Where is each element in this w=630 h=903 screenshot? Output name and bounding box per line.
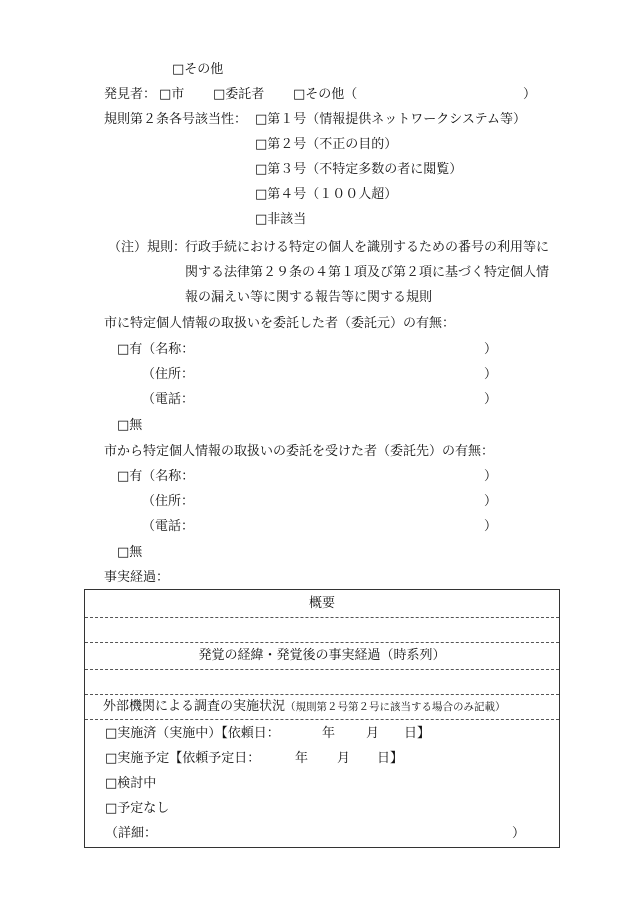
consignee-address-close: ） bbox=[484, 494, 498, 509]
consigner-no-checkbox[interactable]: □無 bbox=[117, 418, 143, 433]
planned-month-label: 月 bbox=[337, 751, 351, 766]
timeline-field[interactable] bbox=[85, 670, 559, 694]
consignee-phone-close: ） bbox=[484, 519, 498, 534]
consigner-phone-close: ） bbox=[484, 392, 498, 407]
details-close-paren: ） bbox=[512, 826, 526, 841]
discoverer-close-paren: ） bbox=[523, 87, 537, 102]
discoverer-other-checkbox[interactable]: □その他（ bbox=[293, 87, 358, 102]
consignee-no-checkbox[interactable]: □無 bbox=[117, 545, 143, 560]
consigner-heading: 市に特定個人情報の取扱いを委託した者（委託元）の有無： bbox=[104, 316, 456, 331]
facts-table bbox=[84, 589, 560, 848]
investigation-considering-checkbox[interactable]: □検討中 bbox=[105, 776, 157, 791]
rule-option-none[interactable]: □非該当 bbox=[255, 212, 307, 227]
investigation-planned-checkbox[interactable]: □実施予定【依頼予定日： bbox=[105, 751, 261, 766]
divider bbox=[85, 694, 559, 695]
rule-applicability-label: 規則第２条各号該当性： bbox=[104, 112, 248, 127]
timeline-header: 発覚の経緯・発覚後の事実経過（時系列） bbox=[198, 648, 446, 663]
consignee-heading: 市から特定個人情報の取扱いの委託を受けた者（委託先）の有無： bbox=[104, 444, 495, 459]
rule-option-1[interactable]: □第１号（情報提供ネットワークシステム等） bbox=[255, 112, 526, 127]
consignee-yes-checkbox[interactable]: □有（名称： bbox=[117, 469, 195, 484]
rule-option-4[interactable]: □第４号（１００人超） bbox=[255, 187, 398, 202]
investigation-done-checkbox[interactable]: □実施済（実施中）【依頼日： bbox=[105, 726, 280, 741]
summary-header: 概要 bbox=[308, 596, 335, 611]
done-day-label: 日】 bbox=[404, 726, 431, 741]
consignee-phone-label: （電話： bbox=[142, 519, 195, 534]
planned-day-label: 日】 bbox=[377, 751, 404, 766]
note-line-1: 行政手続における特定の個人を識別するための番号の利用等に bbox=[185, 240, 550, 255]
investigation-header bbox=[103, 699, 506, 715]
discoverer-contractor-checkbox[interactable]: □委託者 bbox=[213, 87, 265, 102]
consigner-address-close: ） bbox=[484, 367, 498, 382]
consignee-address-label: （住所： bbox=[142, 494, 195, 509]
done-month-label: 月 bbox=[366, 726, 380, 741]
investigation-header-note: （規則第２号第２号に該当する場合のみ記載） bbox=[285, 701, 506, 713]
consigner-address-label: （住所： bbox=[142, 367, 195, 382]
consigner-name-close: ） bbox=[484, 342, 498, 357]
divider bbox=[85, 719, 559, 720]
rule-option-3[interactable]: □第３号（不特定多数の者に閲覧） bbox=[255, 162, 463, 177]
investigation-none-checkbox[interactable]: □予定なし bbox=[105, 801, 170, 816]
note-label: （注）規則： bbox=[108, 240, 187, 255]
planned-year-label: 年 bbox=[295, 751, 309, 766]
discoverer-label: 発見者： bbox=[104, 87, 157, 102]
rule-option-2[interactable]: □第２号（不正の目的） bbox=[255, 137, 398, 152]
summary-field[interactable] bbox=[85, 618, 559, 642]
facts-label: 事実経過： bbox=[104, 570, 170, 585]
consignee-name-close: ） bbox=[484, 469, 498, 484]
note-line-2: 関する法律第２９条の４第１項及び第２項に基づく特定個人情 bbox=[185, 265, 550, 280]
discoverer-city-checkbox[interactable]: □市 bbox=[159, 87, 185, 102]
details-label: （詳細： bbox=[105, 826, 158, 841]
done-year-label: 年 bbox=[322, 726, 336, 741]
consigner-phone-label: （電話： bbox=[142, 392, 195, 407]
top-other-checkbox[interactable]: □その他 bbox=[172, 62, 224, 77]
note-line-3: 報の漏えい等に関する報告等に関する規則 bbox=[185, 290, 433, 305]
consigner-yes-checkbox[interactable]: □有（名称： bbox=[117, 342, 195, 357]
divider bbox=[85, 642, 559, 643]
investigation-header-main: 外部機関による調査の実施状況 bbox=[103, 699, 286, 714]
